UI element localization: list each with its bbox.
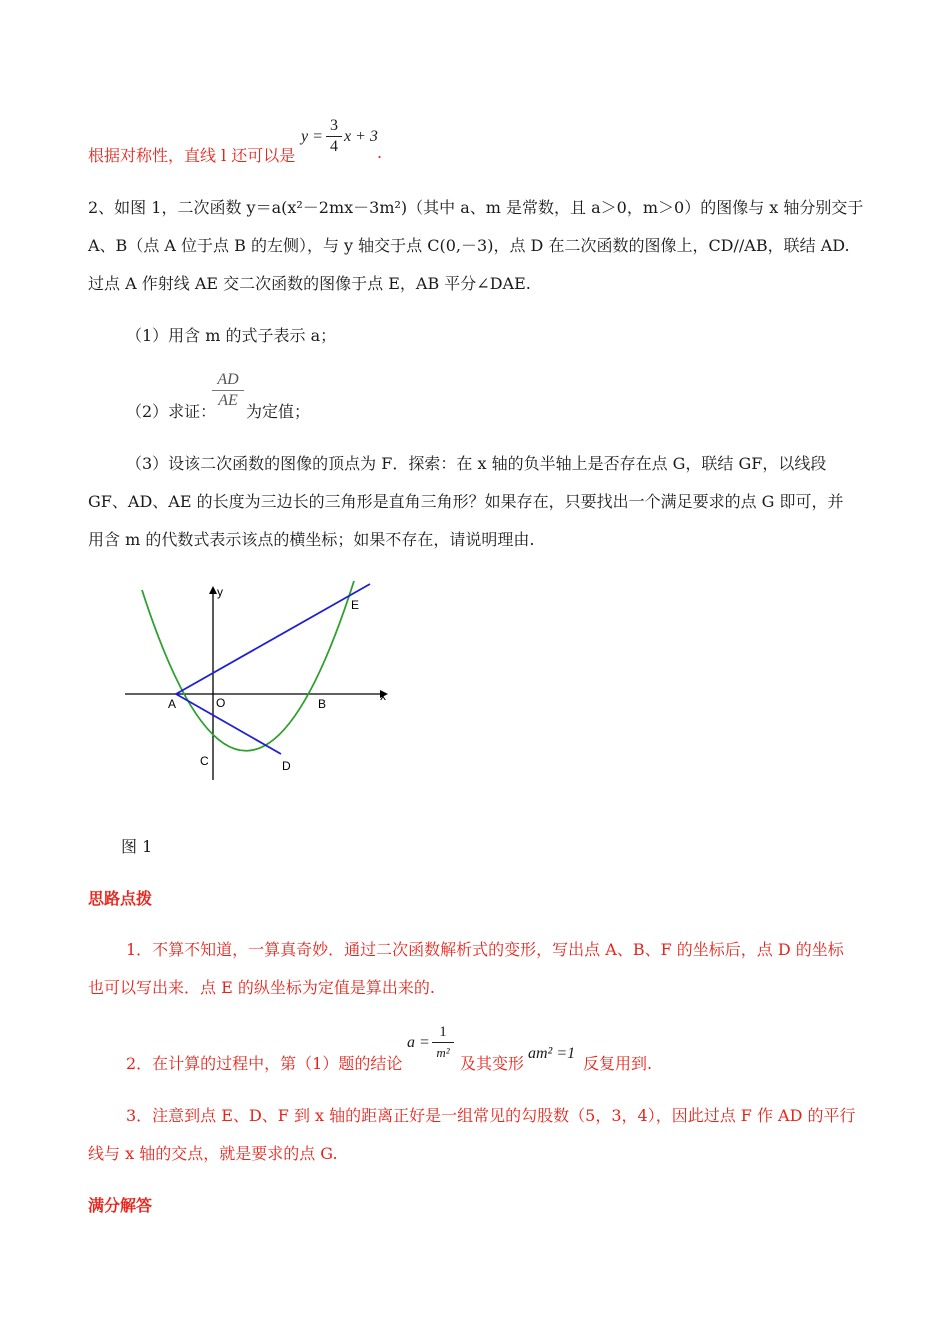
hint-2-mid: 及其变形 — [460, 1054, 525, 1073]
hint-2-expr: am² =1 — [528, 1045, 576, 1062]
figure-caption: 图 1 — [121, 837, 153, 856]
question-2-fraction — [212, 370, 244, 411]
hint-1-line-2: 也可以写出来．点 E 的纵坐标为定值是算出来的. — [88, 978, 435, 997]
hint-heading: 思路点拨 — [88, 889, 153, 908]
hint-1-line-1: 1．不算不知道，一算真奇妙．通过二次函数解析式的变形，写出点 A、B、F 的坐标后，点 D 的坐标 — [126, 940, 844, 959]
symmetry-eq-suffix: x + 3 — [344, 128, 378, 145]
label-o: O — [216, 696, 226, 710]
label-e: E — [351, 598, 360, 612]
parabola-curve — [142, 581, 354, 751]
question-1: （1）用含 m 的式子表示 a； — [126, 326, 337, 345]
label-x: x — [380, 689, 386, 703]
fraction-denominator: 4 — [330, 138, 338, 155]
symmetry-line-label: 根据对称性，直线 l 还可以是 — [88, 146, 296, 165]
problem-line-1: 2、如图 1，二次函数 y＝a(x²－2mx－3m²)（其中 a、m 是常数，且 a＞0，m＞0）的图像与 x 轴分别交于 — [88, 198, 864, 217]
label-c: C — [200, 754, 209, 768]
label-y: y — [217, 585, 223, 599]
label-a: A — [168, 697, 177, 711]
fraction-numerator: 3 — [330, 117, 338, 134]
y-axis-arrow-icon — [209, 586, 217, 594]
symmetry-line-text — [88, 143, 295, 166]
problem-line-2: A、B（点 A 位于点 B 的左侧），与 y 轴交于点 C(0,－3)，点 D 在二次函数的图像上，CD//AB，联结 AD. — [88, 236, 850, 255]
fraction-denominator: m² — [436, 1045, 450, 1060]
hint-2-prefix: 2．在计算的过程中，第（1）题的结论 — [126, 1054, 403, 1073]
fraction-numerator: 1 — [439, 1024, 447, 1040]
hint-3-line-1: 3．注意到点 E、D、F 到 x 轴的距离正好是一组常见的勾股数（5，3，4），因此过点 F 作 AD 的平行 — [126, 1106, 856, 1125]
fraction-numerator: AD — [217, 371, 239, 388]
question-3-line-2: GF、AD、AE 的长度为三边长的三角形是直角三角形？如果存在，只要找出一个满足要求的点 G 即可，并 — [88, 492, 844, 511]
answer-heading: 满分解答 — [88, 1196, 153, 1215]
hint-2-suffix: 反复用到. — [583, 1054, 653, 1073]
symmetry-eq-end: . — [377, 143, 383, 162]
symmetry-eq-prefix: y = — [301, 128, 323, 145]
symmetry-eq-fraction — [326, 116, 342, 157]
label-d: D — [282, 759, 291, 773]
question-2-prefix: （2）求证： — [126, 402, 217, 421]
hint-2-frac-lhs: a = — [407, 1034, 430, 1051]
question-3-line-1: （3）设该二次函数的图像的顶点为 F．探索：在 x 轴的负半轴上是否存在点 G，联结 GF，以线段 — [126, 454, 827, 473]
question-3-line-3: 用含 m 的代数式表示该点的横坐标；如果不存在，请说明理由. — [88, 530, 535, 549]
figure-1 — [118, 578, 398, 788]
hint-2-fraction — [432, 1022, 454, 1063]
hint-3-line-2: 线与 x 轴的交点，就是要求的点 G. — [88, 1144, 338, 1163]
fraction-denominator: AE — [218, 392, 238, 409]
segment-ad — [176, 694, 281, 754]
problem-line-3: 过点 A 作射线 AE 交二次函数的图像于点 E，AB 平分∠DAE. — [88, 274, 531, 293]
ray-ae — [176, 584, 370, 694]
label-b: B — [318, 697, 327, 711]
question-2-suffix: 为定值； — [246, 402, 311, 421]
